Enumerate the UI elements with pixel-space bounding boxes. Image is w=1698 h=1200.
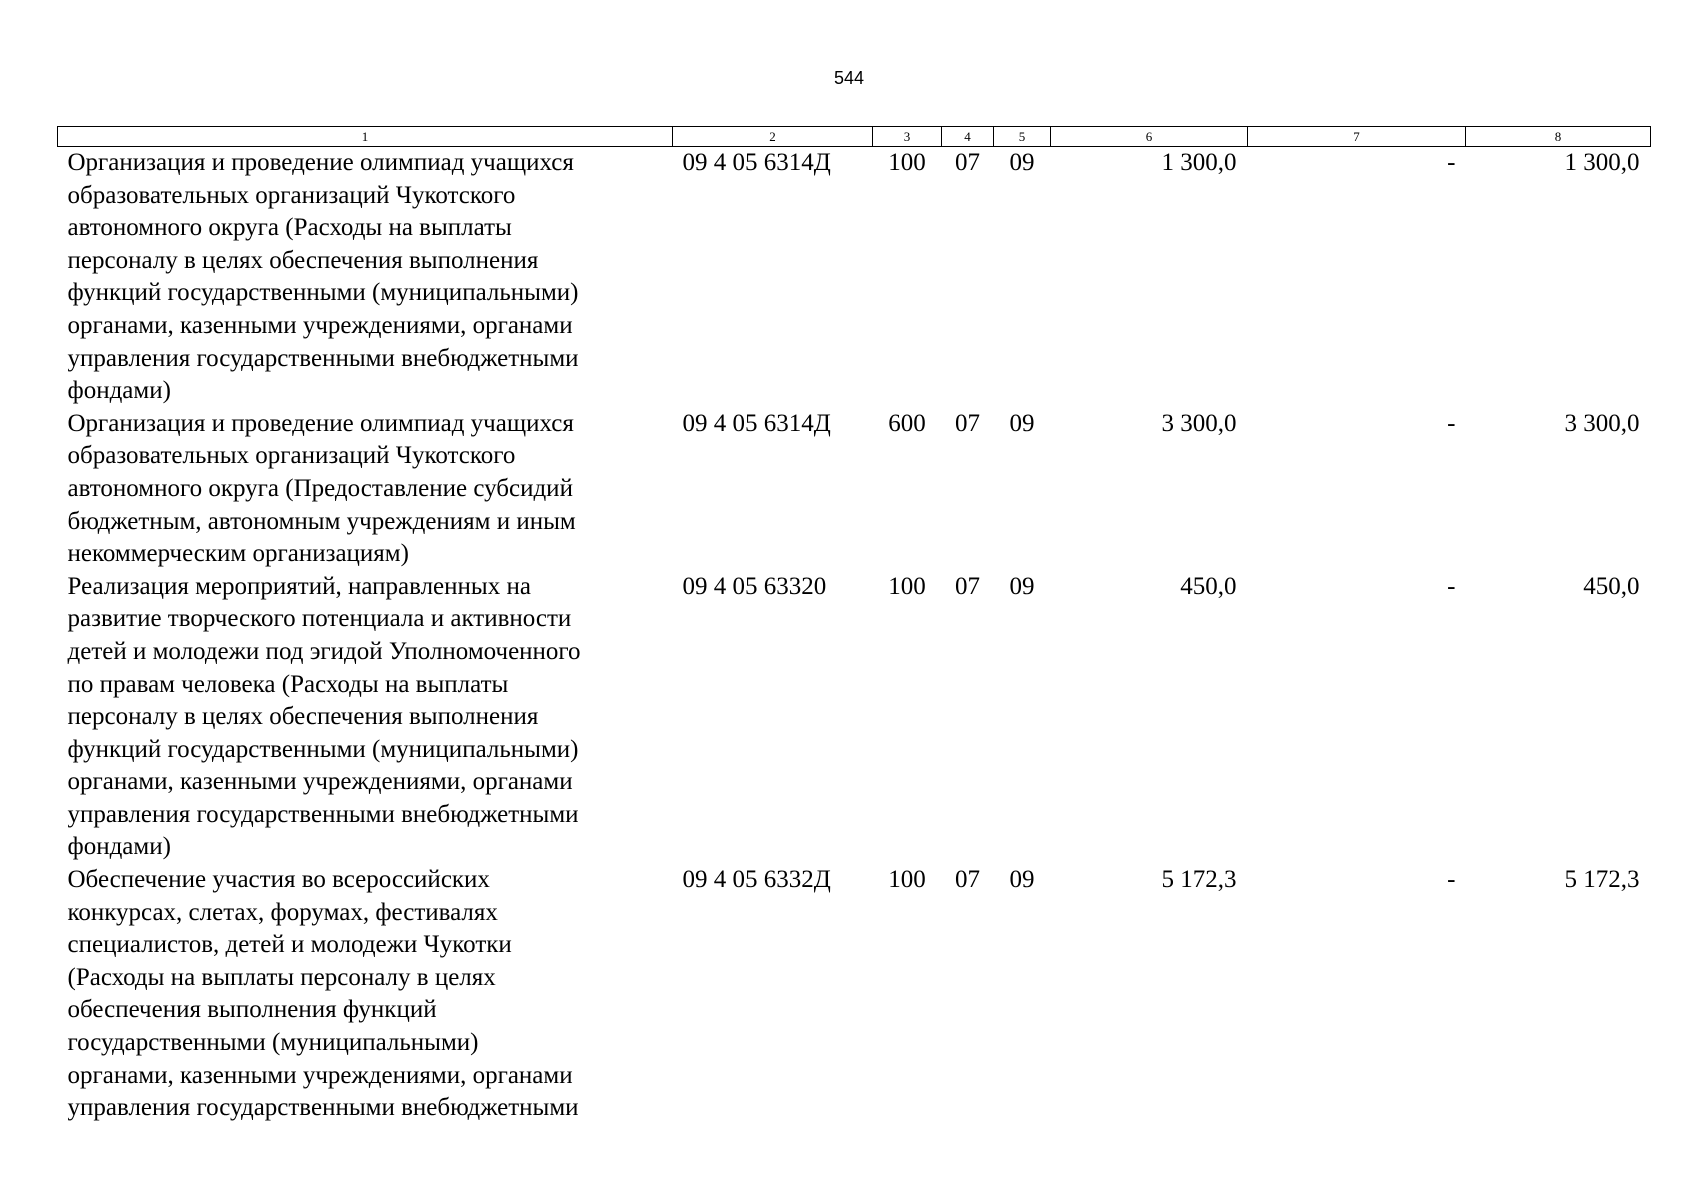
description-line: органами, казенными учреждениями, органами <box>67 311 573 339</box>
header-col-3: 3 <box>873 127 942 147</box>
row-total: 1 300,0 <box>1564 149 1640 176</box>
row-pr: 09 <box>1009 866 1035 894</box>
description-line: по правам человека (Расходы на выплаты <box>67 670 509 698</box>
description-line: управления государственными внебюджетными <box>67 344 579 372</box>
header-col-1: 1 <box>58 127 673 147</box>
description-line: автономного округа (Расходы на выплаты <box>67 214 512 242</box>
description-line: функций государственными (муниципальными) <box>67 279 579 307</box>
row-amount: 5 172,3 <box>1161 866 1237 894</box>
row-amount: 1 300,0 <box>1161 149 1237 176</box>
header-col-6: 6 <box>1051 127 1248 147</box>
row-code: 09 4 05 63320 <box>682 572 827 600</box>
description-line: (Расходы на выплаты персоналу в целях <box>67 963 496 991</box>
header-col-5: 5 <box>994 127 1051 147</box>
header-col-8: 8 <box>1466 127 1651 147</box>
row-code: 09 4 05 6314Д <box>682 149 831 176</box>
row-rz: 07 <box>955 409 980 437</box>
row-amount: 3 300,0 <box>1161 409 1237 437</box>
description-line: Реализация мероприятий, направленных на <box>67 572 531 600</box>
table-body <box>58 147 1651 1125</box>
budget-table <box>57 126 1651 1125</box>
table-row <box>58 571 1651 864</box>
description-line: Организация и проведение олимпиад учащихся <box>67 409 574 437</box>
row-code: 09 4 05 6314Д <box>682 409 831 437</box>
table-row <box>58 408 1651 571</box>
description-line: Обеспечение участия во всероссийских <box>67 866 490 894</box>
row-rz: 07 <box>955 572 980 600</box>
row-description <box>58 408 673 571</box>
row-total: 5 172,3 <box>1564 866 1640 894</box>
description-line: бюджетным, автономным учреждениям и иным <box>67 507 576 535</box>
description-line: развитие творческого потенциала и активности <box>67 605 572 633</box>
row-vr: 100 <box>888 572 926 600</box>
table-row <box>58 864 1651 1125</box>
row-vr: 100 <box>888 149 926 176</box>
row-change: - <box>1447 409 1456 437</box>
row-description <box>58 147 673 408</box>
row-vr: 600 <box>888 409 926 437</box>
row-total: 450,0 <box>1583 572 1640 600</box>
row-pr: 09 <box>1009 409 1035 437</box>
description-line: управления государственными внебюджетными <box>67 800 579 828</box>
description-line: управления государственными внебюджетными <box>67 1094 579 1122</box>
table-header <box>58 127 1651 147</box>
description-line: фондами) <box>67 377 171 405</box>
description-line: органами, казенными учреждениями, органами <box>67 1061 573 1089</box>
description-line: автономного округа (Предоставление субсидий <box>67 474 573 502</box>
description-line: образовательных организаций Чукотского <box>67 181 516 209</box>
row-change: - <box>1447 149 1456 176</box>
description-line: конкурсах, слетах, форумах, фестивалях <box>67 898 498 926</box>
row-pr: 09 <box>1009 149 1035 176</box>
row-rz: 07 <box>955 866 980 894</box>
header-col-4: 4 <box>942 127 994 147</box>
row-amount: 450,0 <box>1180 572 1237 600</box>
description-line: функций государственными (муниципальными) <box>67 735 579 763</box>
header-row <box>58 127 1651 147</box>
description-line: некоммерческим организациям) <box>67 540 409 568</box>
description-line: органами, казенными учреждениями, органами <box>67 768 573 796</box>
description-line: Организация и проведение олимпиад учащихся <box>67 149 574 176</box>
table-row <box>58 147 1651 408</box>
row-vr: 100 <box>888 866 926 894</box>
page-number: 544 <box>833 68 865 88</box>
row-pr: 09 <box>1009 572 1035 600</box>
description-line: персоналу в целях обеспечения выполнения <box>67 703 539 731</box>
description-line: специалистов, детей и молодежи Чукотки <box>67 931 512 959</box>
header-col-7: 7 <box>1248 127 1466 147</box>
row-change: - <box>1447 866 1456 894</box>
description-line: образовательных организаций Чукотского <box>67 442 516 470</box>
row-description <box>58 571 673 864</box>
row-code: 09 4 05 6332Д <box>682 866 831 894</box>
row-description <box>58 864 673 1125</box>
description-line: обеспечения выполнения функций <box>67 996 437 1024</box>
row-change: - <box>1447 572 1456 600</box>
description-line: фондами) <box>67 833 171 861</box>
row-rz: 07 <box>955 149 980 176</box>
description-line: персоналу в целях обеспечения выполнения <box>67 246 539 274</box>
description-line: детей и молодежи под эгидой Уполномоченного <box>67 637 581 665</box>
header-col-2: 2 <box>673 127 873 147</box>
row-total: 3 300,0 <box>1564 409 1640 437</box>
description-line: государственными (муниципальными) <box>67 1029 479 1057</box>
